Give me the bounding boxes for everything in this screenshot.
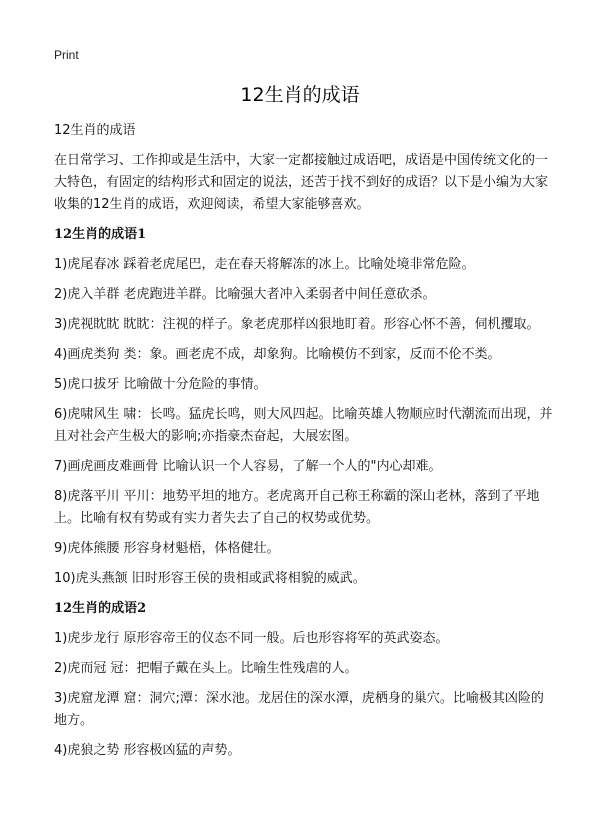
section-heading: 12生肖的成语1	[54, 227, 147, 242]
idiom-entry: 2)虎而冠 冠：把帽子戴在头上。比喻生性残虐的人。	[54, 661, 358, 676]
idiom-entry: 5)虎口拔牙 比喻做十分危险的事情。	[54, 377, 267, 392]
idiom-entry: 3)虎视眈眈 眈眈：注视的样子。象老虎那样凶狠地盯着。形容心怀不善，伺机攫取。	[54, 317, 540, 332]
idiom-entry: 4)虎狼之势 形容极凶猛的声势。	[54, 743, 241, 758]
section-heading: 12生肖的成语2	[54, 601, 147, 616]
idiom-entry: 1)虎尾春冰 踩着老虎尾巴，走在春天将解冻的冰上。比喻处境非常危险。	[54, 257, 475, 272]
section-1	[54, 224, 554, 590]
idiom-entry: 9)虎体熊腰 形容身材魁梧，体格健壮。	[54, 541, 280, 556]
idiom-entry: 7)画虎画皮难画骨 比喻认识一个人容易，了解一个人的"内心却难。	[54, 459, 442, 474]
idiom-entry: 8)虎落平川 平川：地势平坦的地方。老虎离开自己称王称霸的深山老林，落到了平地上。比喻有权有势或有实力者失去了自己的权势或优势。	[54, 489, 540, 526]
idiom-entry: 10)虎头燕颔 旧时形容王侯的贵相或武将相貌的威武。	[54, 571, 366, 586]
idiom-entry: 6)虎啸风生 啸：长鸣。猛虎长鸣，则大风四起。比喻英雄人物顺应时代潮流而出现，并且对社会产生极大的影响;亦指豪杰奋起，大展宏图。	[54, 407, 553, 444]
print-label[interactable]: Print	[54, 48, 79, 62]
idiom-entry: 3)虎窟龙潭 窟：洞穴;潭：深水池。龙居住的深水潭，虎栖身的巢穴。比喻极其凶险的地方。	[54, 691, 544, 728]
idiom-entry: 2)虎入羊群 老虎跑进羊群。比喻强大者冲入柔弱者中间任意砍杀。	[54, 287, 436, 302]
document-body	[54, 120, 554, 770]
intro-paragraph: 在日常学习、工作抑或是生活中，大家一定都接触过成语吧，成语是中国传统文化的一大特色，有固定的结构形式和固定的说法，还苦于找不到好的成语？以下是小编为大家收集的12生肖的成语，欢迎阅读，希望大家能够喜欢。	[54, 153, 549, 212]
section-2	[54, 598, 554, 762]
idiom-entry: 4)画虎类狗 类：象。画老虎不成，却象狗。比喻模仿不到家，反而不伦不类。	[54, 347, 501, 362]
idiom-entry: 1)虎步龙行 原形容帝王的仪态不同一般。后也形容将军的英武姿态。	[54, 631, 449, 646]
document-subtitle: 12生肖的成语	[54, 123, 136, 138]
page-title: 12生肖的成语	[240, 84, 360, 106]
